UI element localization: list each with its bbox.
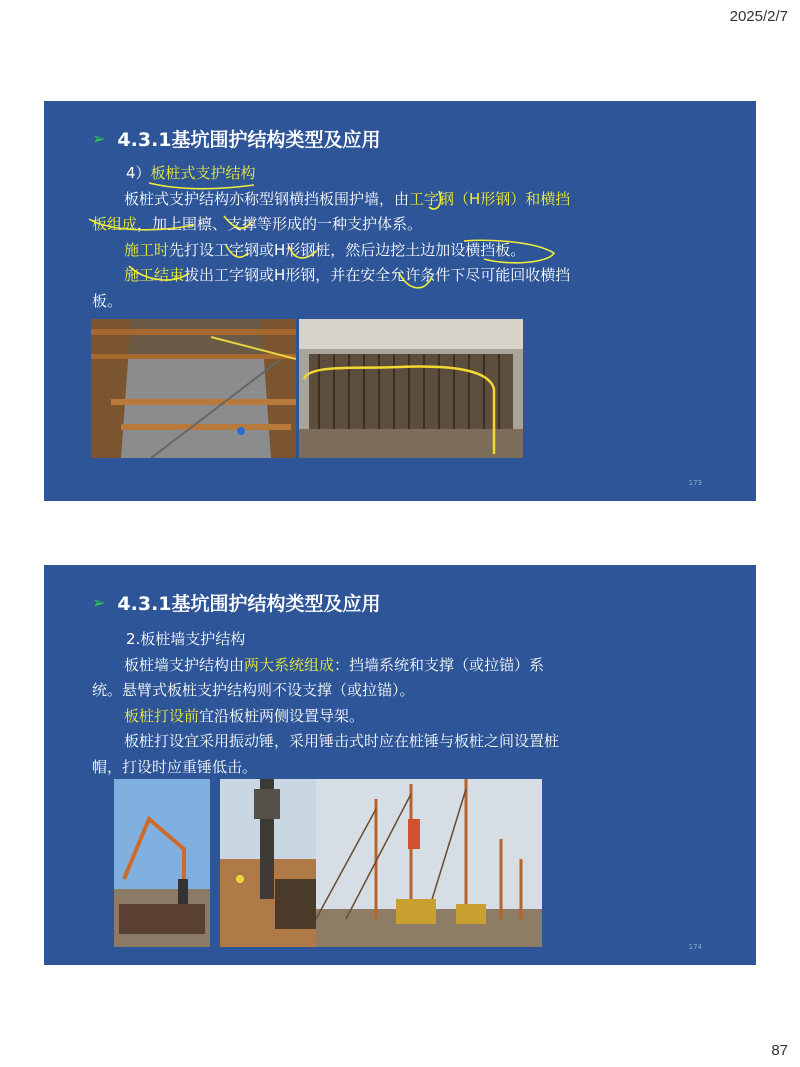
- para1-text-a: 板桩墙支护结构由: [124, 655, 245, 674]
- paragraph-3: [92, 263, 572, 314]
- para2-text: 先打设工字钢或H形钢桩，然后边挖土边加设横挡板。: [169, 240, 526, 259]
- para2-text: 宜沿板桩两侧设置导架。: [199, 706, 365, 725]
- paragraph-3: 板桩打设宜采用振动锤，采用锤击式时应在桩锤与板桩之间设置桩帽，打设时应重锤低击。: [92, 732, 560, 776]
- para1-text-c: ，加上围檩、支撑等形成的一种支护体系。: [137, 215, 423, 233]
- subheading: [92, 161, 572, 187]
- slide-number: 173: [688, 479, 702, 487]
- para1-text-a: 板桩式支护结构亦称型钢横挡板围护墙，由: [124, 189, 410, 208]
- para2-highlight: 施工时: [124, 240, 170, 259]
- slide-title: [92, 125, 381, 152]
- para1-text-c: ：挡墙系统和支撑（或拉锚）系统。悬臂式板桩支护结构则不设支撑（或拉锚）。: [92, 655, 545, 699]
- paragraph-1: [92, 187, 572, 238]
- subheading-highlight: 板桩式支护结构: [150, 164, 256, 182]
- construction-photo-sheet-pile-pit: [299, 319, 523, 458]
- construction-photo-pile-driving: [220, 779, 316, 947]
- paragraph-1: [92, 653, 572, 704]
- slide-174: [44, 565, 756, 965]
- page-number: 87: [771, 1042, 788, 1059]
- slide-body: [92, 161, 572, 314]
- arrow-right-icon: ➢: [92, 593, 106, 612]
- subheading: 2.板桩墙支护结构: [126, 630, 246, 648]
- arrow-right-icon: ➢: [92, 129, 106, 148]
- construction-photo-pile-drivers-site: [316, 779, 542, 947]
- page-date: 2025/2/7: [729, 8, 788, 25]
- slide-title: [92, 589, 381, 616]
- slide-title-text: 4.3.1基坑围护结构类型及应用: [117, 593, 381, 615]
- construction-photo-steel-beams: [91, 319, 296, 458]
- construction-photo-excavator-vibro: [114, 779, 210, 947]
- para1-highlight: 两大系统组成: [244, 655, 335, 674]
- slide-title-text: 4.3.1基坑围护结构类型及应用: [117, 129, 381, 151]
- paragraph-2: [92, 704, 572, 730]
- para2-highlight: 板桩打设前: [124, 706, 200, 725]
- para1-highlight: 工字钢（H形钢）和横挡板组成: [92, 189, 571, 233]
- slide-173: [44, 101, 756, 501]
- slide-number: 174: [688, 943, 702, 951]
- para3-text: 拔出工字钢或H形钢，并在安全允许条件下尽可能回收横挡板。: [92, 266, 571, 310]
- paragraph-2: [92, 238, 572, 264]
- para3-highlight: 施工结束: [124, 266, 185, 284]
- slide-body: [92, 627, 572, 780]
- subheading-prefix: 4）: [126, 164, 151, 182]
